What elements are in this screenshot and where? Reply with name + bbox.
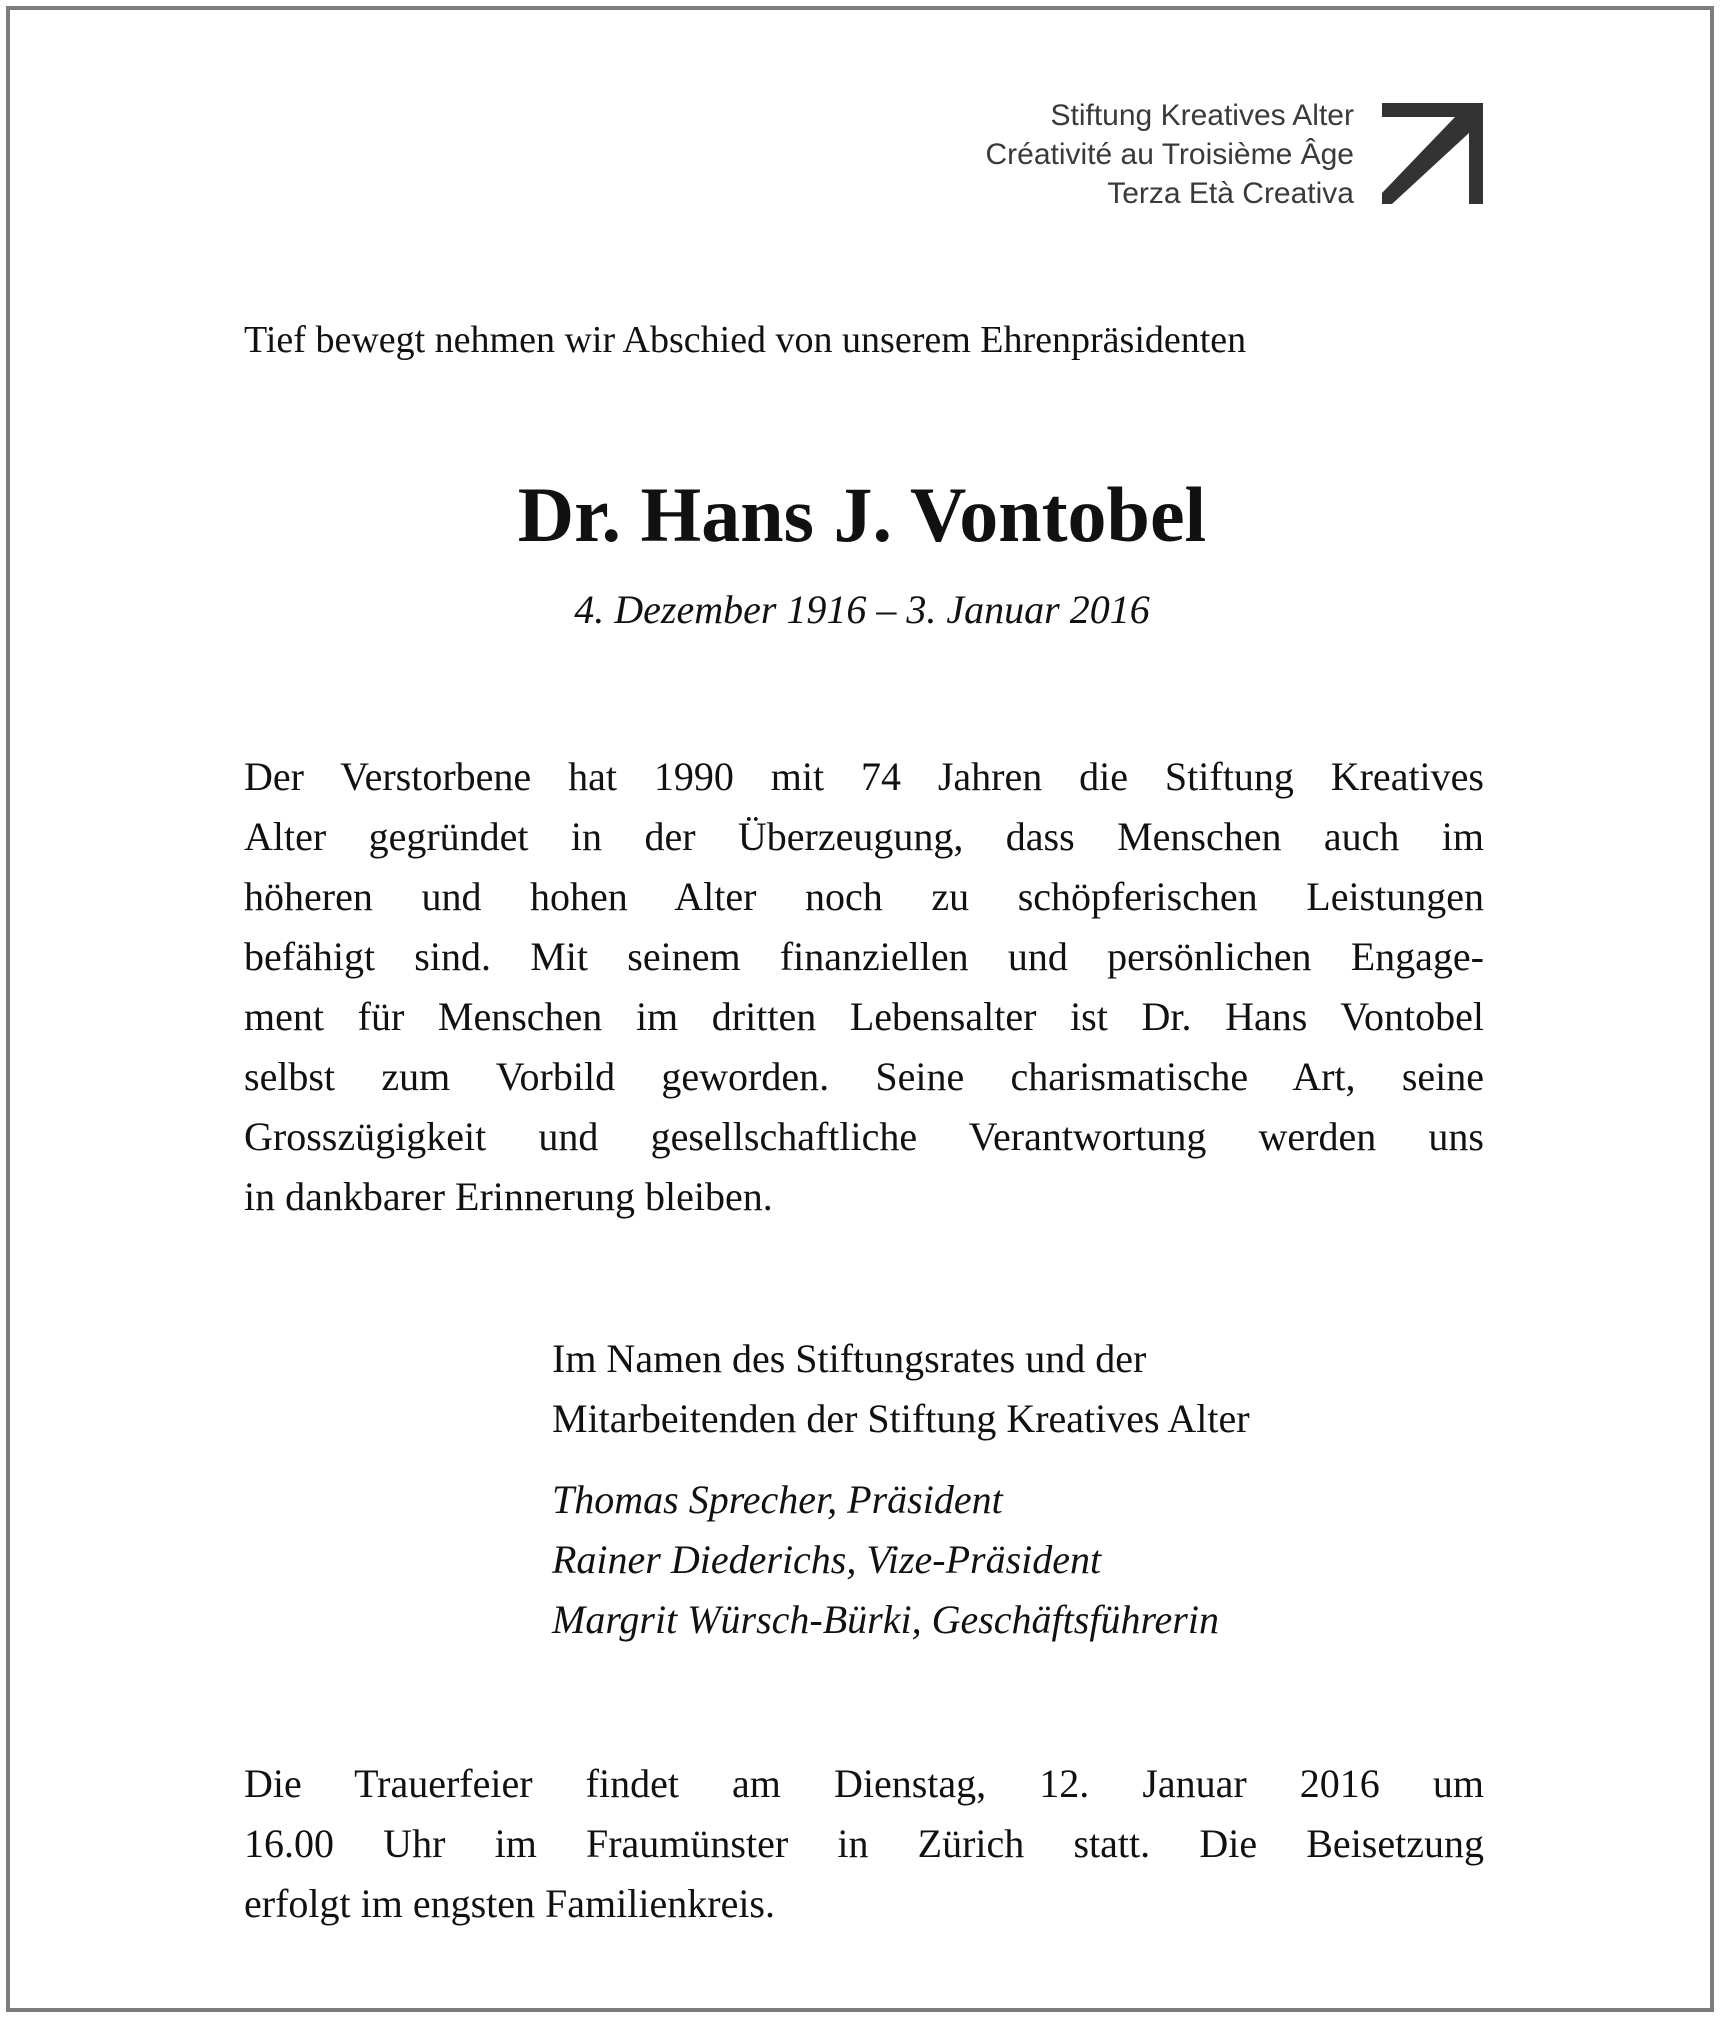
funeral-line: 16.00 Uhr im Fraumünster in Zürich statt. Die Beisetzung	[244, 1821, 1484, 1866]
signature-intro	[552, 1329, 1250, 1449]
tribute-line: Grosszügigkeit und gesellschaftliche Verantwortung werden uns	[244, 1114, 1484, 1159]
logo-line-italian: Terza Età Creativa	[1107, 177, 1354, 210]
signature-intro-line: Mitarbeitenden der Stiftung Kreatives Alter	[552, 1396, 1250, 1441]
logo-line-german: Stiftung Kreatives Alter	[1050, 99, 1354, 132]
tribute-line: höheren und hohen Alter noch zu schöpferischen Leistungen	[244, 874, 1484, 919]
tribute-paragraph	[244, 747, 1484, 1227]
tribute-line: selbst zum Vorbild geworden. Seine charismatische Art, seine	[244, 1054, 1484, 1099]
tribute-line: befähigt sind. Mit seinem finanziellen und persönlichen Engage-	[244, 934, 1484, 979]
tribute-line: ment für Menschen im dritten Lebensalter ist Dr. Hans Vontobel	[244, 994, 1484, 1039]
tribute-line: Alter gegründet in der Überzeugung, dass Menschen auch im	[244, 814, 1484, 859]
life-dates: 4. Dezember 1916 – 3. Januar 2016	[574, 587, 1150, 632]
arrow-to-corner-icon	[1382, 103, 1483, 204]
signatories-list	[552, 1470, 1219, 1650]
signatory-managing-director: Margrit Würsch-Bürki, Geschäftsführerin	[552, 1597, 1219, 1642]
funeral-line: Die Trauerfeier findet am Dienstag, 12. Januar 2016 um	[244, 1761, 1484, 1806]
intro-line: Tief bewegt nehmen wir Abschied von unserem Ehrenpräsidenten	[244, 319, 1247, 361]
tribute-line: Der Verstorbene hat 1990 mit 74 Jahren die Stiftung Kreatives	[244, 754, 1484, 799]
foundation-logo-text	[986, 96, 1355, 213]
tribute-line: in dankbarer Erinnerung bleiben.	[244, 1174, 773, 1219]
logo-line-french: Créativité au Troisième Âge	[985, 138, 1354, 171]
signatory-president: Thomas Sprecher, Präsident	[552, 1477, 1003, 1522]
signature-intro-line: Im Namen des Stiftungsrates und der	[552, 1336, 1147, 1381]
signatory-vice-president: Rainer Diederichs, Vize-Präsident	[552, 1537, 1102, 1582]
funeral-paragraph	[244, 1754, 1484, 1934]
funeral-line: erfolgt im engsten Familienkreis.	[244, 1881, 775, 1926]
deceased-name: Dr. Hans J. Vontobel	[517, 471, 1207, 558]
